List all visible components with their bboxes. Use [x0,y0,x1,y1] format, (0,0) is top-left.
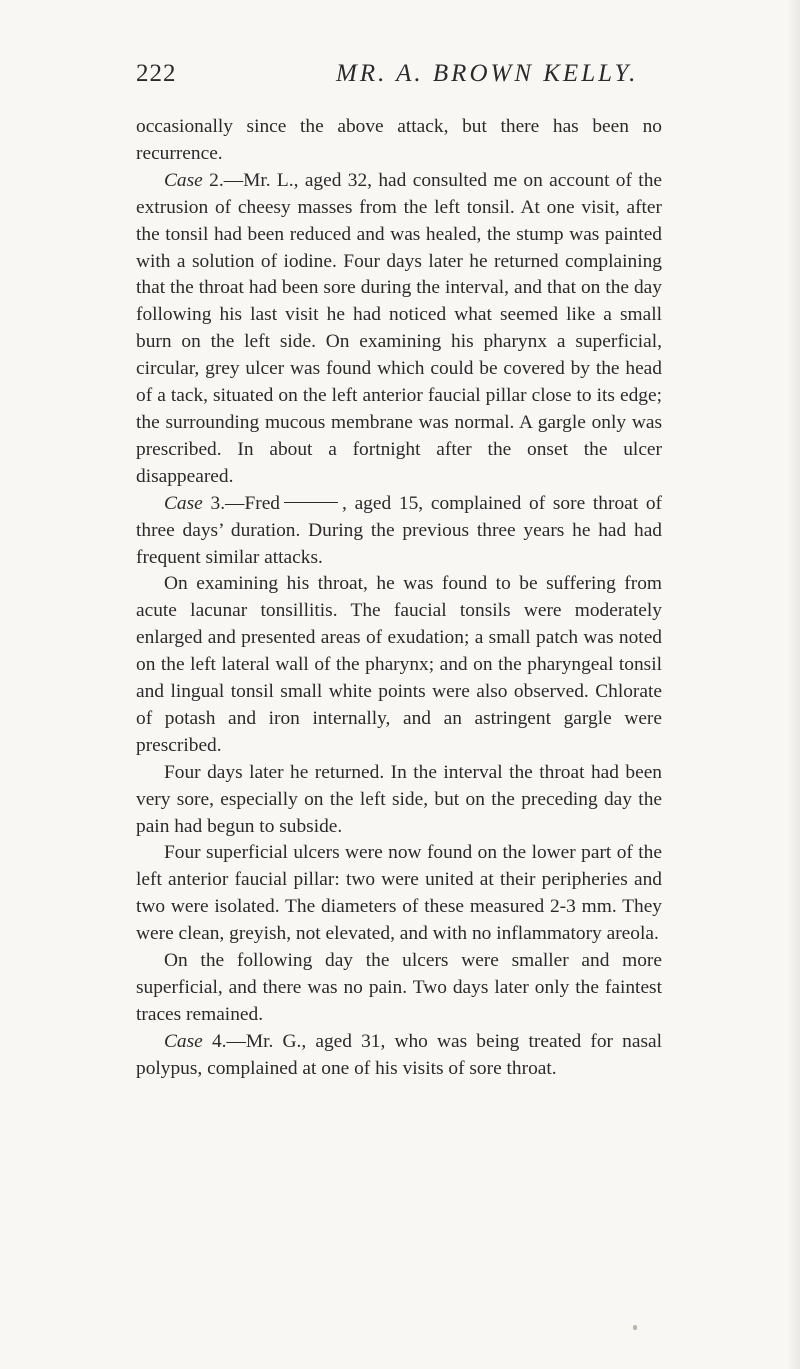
paragraph: On examining his throat, he was found to be suffering from acute lacunar tonsillitis. The faucial tonsils were moderately enlarged and presented areas of exudation; a small patch was noted on the left lateral wall of the pharynx; and on the pharyngeal tonsil and lingual tonsil small white points were also observed. Chlorate of potash and iron internally, and an astringent gargle were prescribed. [136,573,662,756]
case-text: , aged 15, complained of sore throat of three days’ duration. During the previous three years he had had frequent similar attacks. [136,492,663,568]
paper-speck [633,1325,637,1330]
paragraph-case-4 [136,1029,662,1083]
paragraph-continuation: occasionally since the above attack, but there has been no recurrence. [136,116,662,164]
paragraph: On the following day the ulcers were smaller and more superficial, and there was no pain. Two days later only the faintest traces remained. [136,950,662,1025]
case-number: 2. [202,169,224,191]
case-label: Case [164,169,203,191]
case-text: —Mr. G., aged 31, who was being treated for nasal polypus, complained at one of his visits of sore throat. [136,1030,662,1079]
name-omission-dash [284,502,338,503]
case-label: Case [164,1030,203,1052]
case-text: —Mr. L., aged 32, had consulted me on account of the extrusion of cheesy masses from the left tonsil. At one visit, after the tonsil had been reduced and was healed, the stump was painted with a solution of iodine. Four days later he returned complaining that the throat had been sore during the interval, and that on the day following his last visit he had noticed what seemed like a small burn on the left side. On examining his pharynx a superficial, circular, grey ulcer was found which could be covered by the head of a tack, situated on the left anterior faucial pillar close to its edge; the surrounding mucous membrane was normal. A gargle only was prescribed. In about a fortnight after the onset the ulcer disappeared. [136,169,662,487]
case-label: Case [164,492,203,514]
case-number: 4. [202,1030,227,1052]
running-head: MR. A. BROWN KELLY. [336,60,639,87]
paragraph-case-3 [136,491,662,572]
body-text [136,114,662,1083]
page-header [136,60,662,100]
paragraph-case-2 [136,168,662,491]
page-edge-shadow [786,0,800,1369]
case-lead: 3.—Fred [202,492,280,514]
page-number: 222 [136,60,177,87]
paragraph: Four days later he returned. In the interval the throat had been very sore, especially on the left side, but on the preceding day the pain had begun to subside. [136,761,662,837]
paragraph: Four superficial ulcers were now found on the lower part of the left anterior faucial pillar: two were united at their peripheries and two were isolated. The diameters of these measured 2-3 mm. They were clean, greyish, not elevated, and with no inflammatory areola. [136,842,662,945]
